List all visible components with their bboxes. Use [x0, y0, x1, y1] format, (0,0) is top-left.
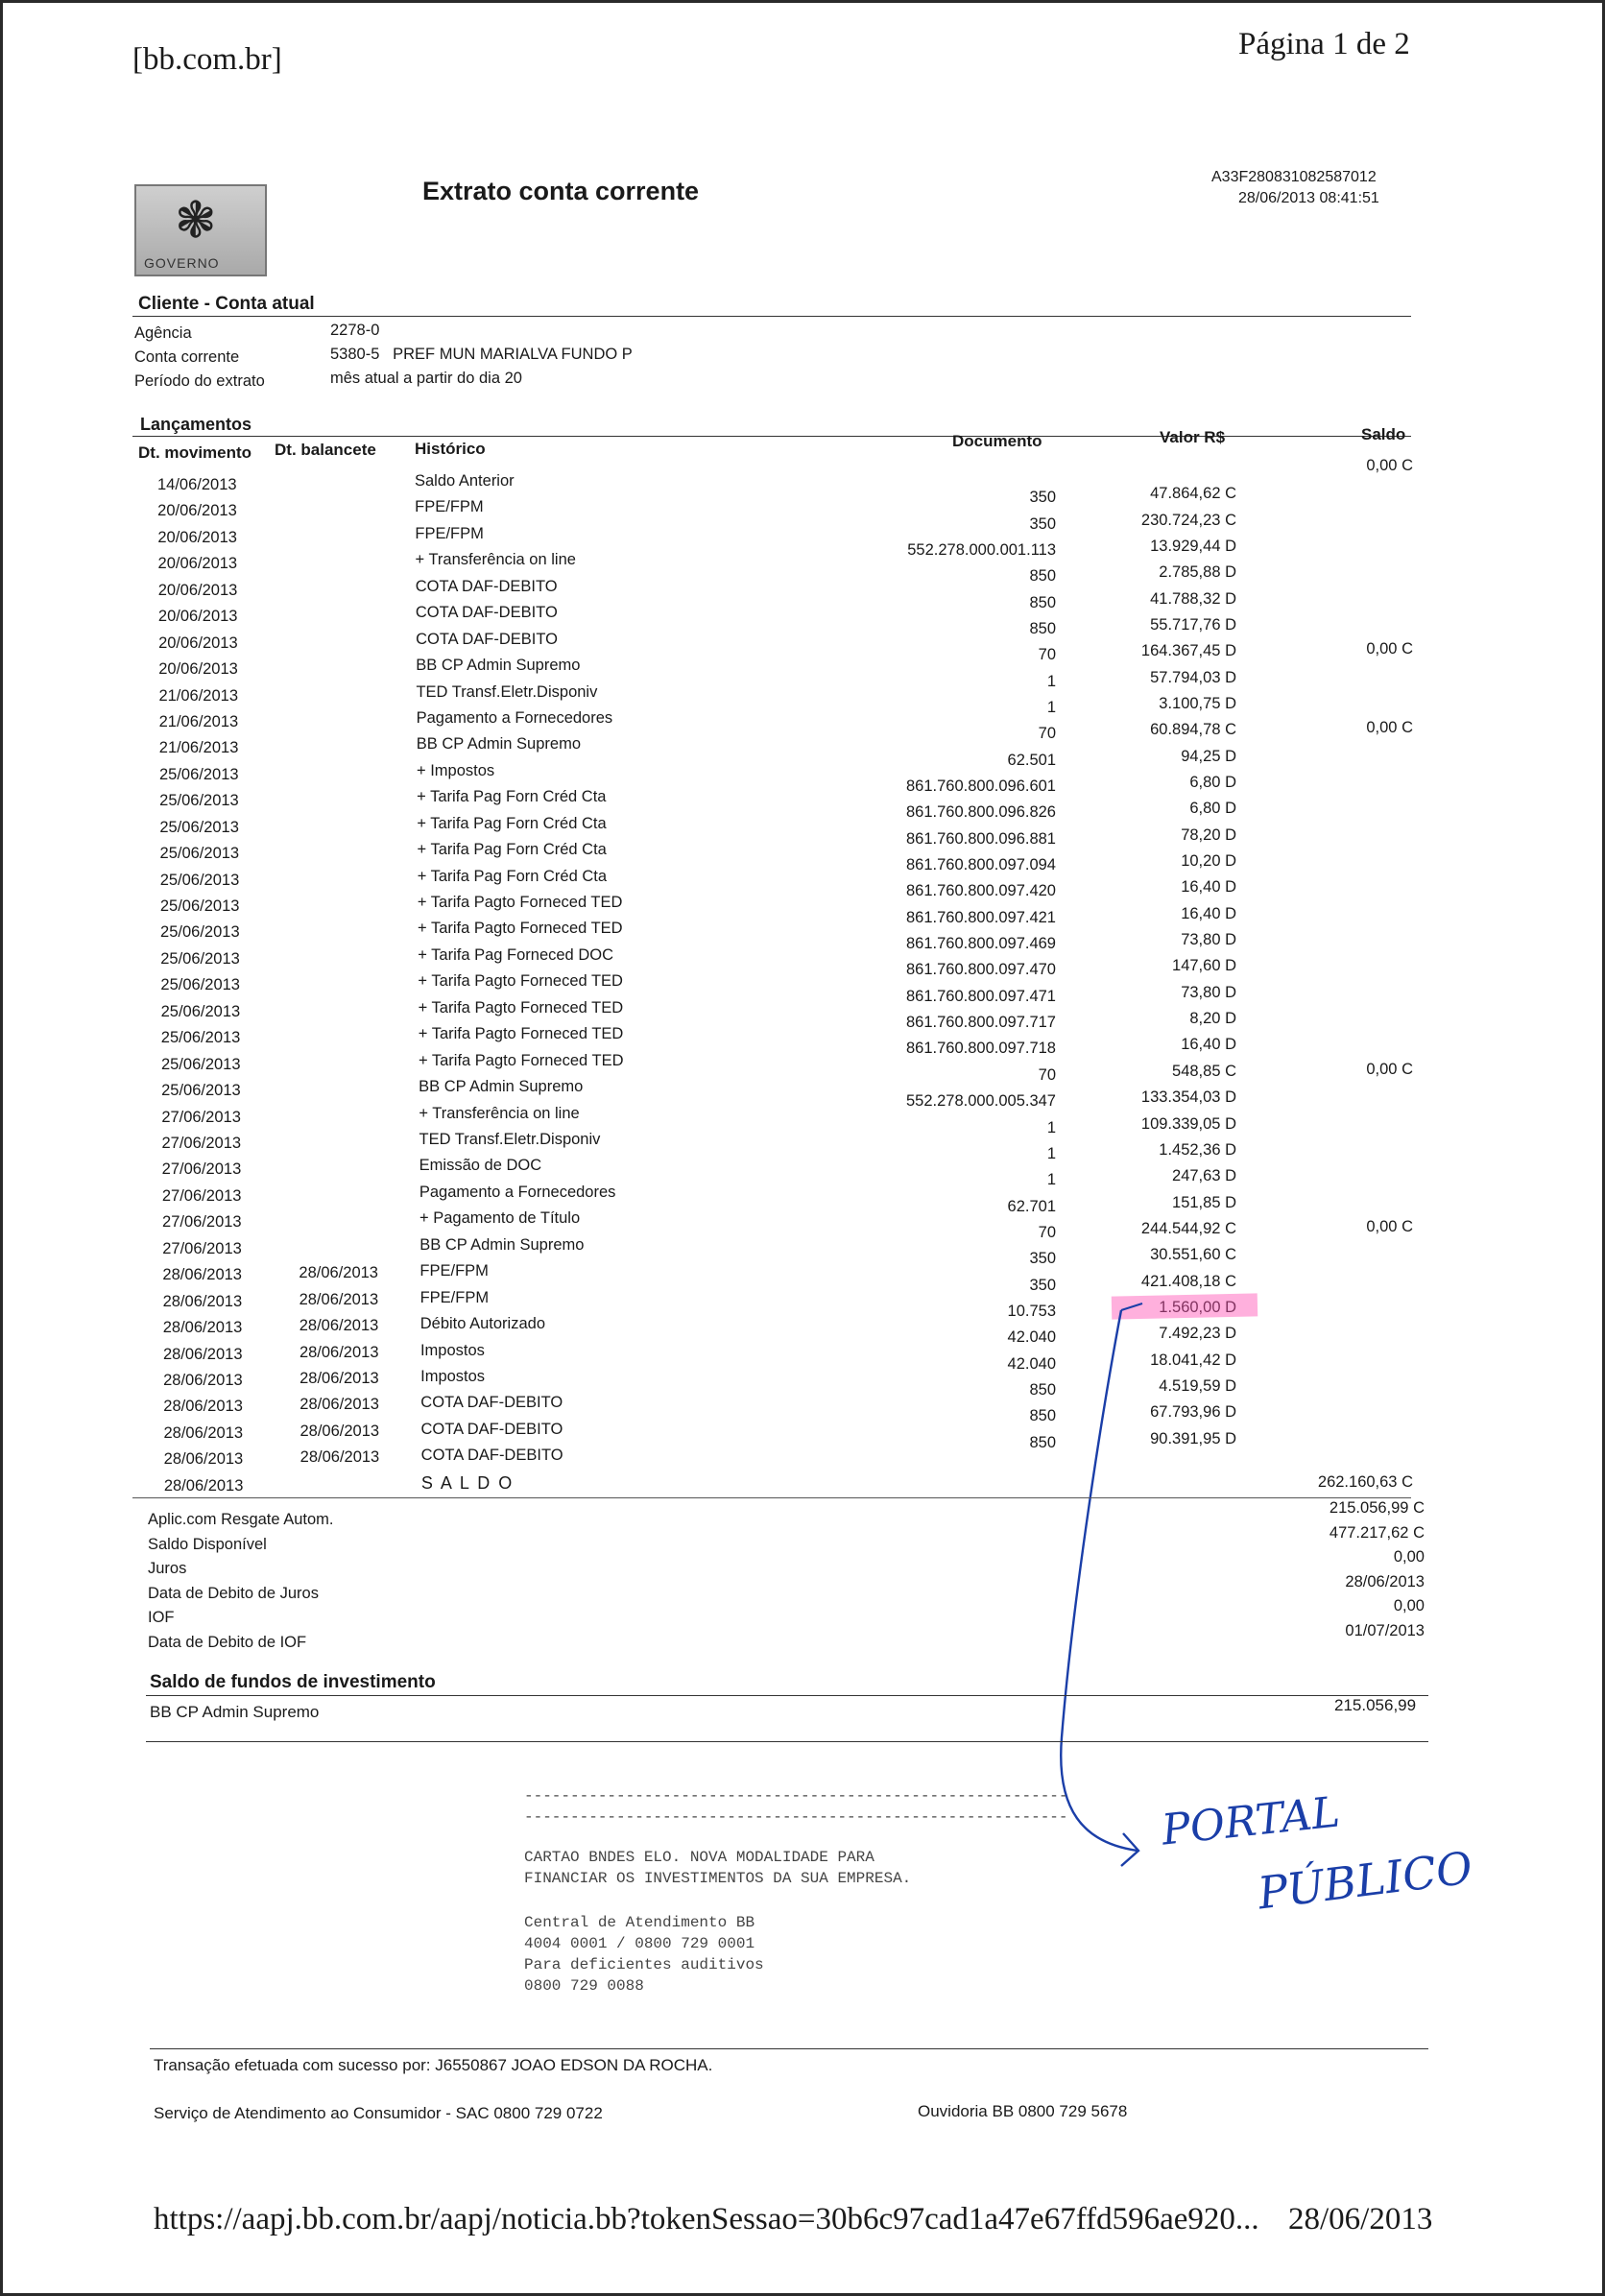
row-historico: + Tarifa Pag Forn Créd Cta: [417, 814, 607, 832]
row-dt-movimento: 25/06/2013: [160, 1002, 241, 1020]
row-valor: 247,63 D: [1172, 1167, 1236, 1185]
row-documento: 552.278.000.005.347: [906, 1092, 1056, 1111]
row-historico: Impostos: [420, 1367, 486, 1385]
summary-value: 01/07/2013: [1345, 1622, 1425, 1639]
client-value: 5380-5 PREF MUN MARIALVA FUNDO P: [330, 346, 633, 363]
row-dt-movimento: 25/06/2013: [160, 976, 240, 994]
row-documento: 861.760.800.096.881: [906, 829, 1056, 848]
row-valor: 421.408,18 C: [1140, 1272, 1236, 1290]
header-saldo: Saldo: [1361, 425, 1406, 443]
row-dt-movimento: 28/06/2013: [163, 1476, 244, 1495]
row-dt-movimento: 28/06/2013: [162, 1345, 243, 1363]
row-documento: 42.040: [1007, 1328, 1056, 1347]
handwritten-note-line1: PORTAL: [1159, 1787, 1343, 1855]
row-valor: 67.793,96 D: [1150, 1403, 1236, 1422]
row-historico: COTA DAF-DEBITO: [415, 577, 558, 595]
row-valor: 18.041,42 D: [1150, 1351, 1236, 1369]
promo-line: CARTAO BNDES ELO. NOVA MODALIDADE PARA: [524, 1849, 874, 1866]
sac-contact: Serviço de Atendimento ao Consumidor - SAC 0800 729 0722: [154, 2104, 603, 2122]
row-documento: 861.760.800.097.471: [906, 987, 1056, 1005]
row-documento: 1: [1046, 1171, 1056, 1189]
row-documento: 850: [1029, 567, 1056, 586]
row-dt-movimento: 27/06/2013: [161, 1160, 242, 1179]
row-documento: 350: [1029, 514, 1056, 533]
row-dt-balancete: 28/06/2013: [299, 1396, 379, 1414]
row-saldo: 0,00 C: [1366, 1060, 1413, 1078]
row-dt-movimento: 27/06/2013: [161, 1186, 242, 1205]
summary-label: Data de Debito de Juros: [148, 1584, 319, 1602]
row-historico: BB CP Admin Supremo: [416, 657, 581, 675]
row-dt-balancete: 28/06/2013: [299, 1290, 379, 1308]
divider: [146, 1695, 1428, 1696]
summary-value: 215.056,99 C: [1329, 1499, 1425, 1517]
row-valor: 109.339,05 D: [1140, 1114, 1236, 1133]
row-documento: 62.501: [1007, 751, 1056, 769]
row-documento: 861.760.800.097.094: [906, 856, 1056, 874]
row-documento: 1: [1046, 1118, 1056, 1136]
row-valor: 133.354,03 D: [1140, 1088, 1236, 1107]
summary-value: 477.217,62 C: [1329, 1523, 1425, 1542]
row-historico: + Transferência on line: [419, 1104, 580, 1122]
page-title: Extrato conta corrente: [422, 177, 700, 205]
row-documento: 350: [1029, 1276, 1056, 1294]
summary-value: 0,00: [1393, 1597, 1425, 1615]
row-valor: 6,80 D: [1189, 800, 1236, 818]
divider: [150, 2048, 1428, 2049]
row-dt-movimento: 27/06/2013: [162, 1213, 242, 1232]
row-valor: 1.452,36 D: [1159, 1140, 1236, 1159]
row-historico: + Tarifa Pagto Forneced TED: [418, 972, 623, 991]
row-valor: 73,80 D: [1181, 931, 1236, 949]
row-dt-balancete: 28/06/2013: [299, 1264, 378, 1282]
client-label: Agência: [134, 324, 192, 342]
row-dt-movimento: 21/06/2013: [158, 712, 239, 730]
row-historico: + Tarifa Pagto Forneced TED: [418, 920, 623, 938]
row-valor: 7.492,23 D: [1159, 1325, 1236, 1343]
row-dt-balancete: 28/06/2013: [299, 1343, 379, 1361]
row-valor: 6,80 D: [1189, 774, 1236, 792]
row-historico: + Tarifa Pag Forneced DOC: [418, 945, 613, 964]
row-documento: 1: [1046, 672, 1056, 690]
row-historico: + Tarifa Pag Forn Créd Cta: [417, 867, 608, 885]
ouvidoria-contact: Ouvidoria BB 0800 729 5678: [918, 2102, 1128, 2120]
row-valor: 1.560,00 D: [1159, 1298, 1236, 1316]
document-datetime: 28/06/2013 08:41:51: [1238, 190, 1379, 206]
row-dt-movimento: 20/06/2013: [158, 634, 238, 652]
row-documento: 70: [1038, 725, 1056, 743]
row-saldo: 0,00 C: [1366, 1217, 1413, 1235]
row-valor: 164.367,45 D: [1140, 642, 1236, 660]
client-label: Conta corrente: [134, 348, 240, 366]
row-documento: 861.760.800.097.469: [906, 935, 1056, 953]
row-documento: 42.040: [1007, 1354, 1056, 1373]
row-dt-movimento: 25/06/2013: [159, 818, 239, 836]
row-dt-movimento: 25/06/2013: [159, 792, 239, 810]
row-documento: 70: [1038, 1223, 1056, 1241]
row-historico: + Tarifa Pag Forn Créd Cta: [417, 841, 607, 859]
handwritten-arrow: [1046, 1286, 1296, 1881]
governo-logo: [134, 184, 267, 276]
row-dt-movimento: 28/06/2013: [163, 1423, 244, 1442]
row-valor: 16,40 D: [1181, 878, 1236, 897]
header-valor: Valor R$: [1160, 428, 1226, 446]
row-documento: 70: [1038, 1065, 1056, 1084]
row-dt-movimento: 20/06/2013: [157, 502, 237, 520]
header-dt-balancete: Dt. balancete: [275, 441, 376, 459]
summary-label: Data de Debito de IOF: [148, 1634, 307, 1651]
row-valor: 244.544,92 C: [1140, 1219, 1236, 1237]
row-historico: TED Transf.Eletr.Disponiv: [419, 1131, 601, 1148]
row-valor: 3.100,75 D: [1159, 695, 1236, 713]
row-historico: COTA DAF-DEBITO: [420, 1420, 563, 1438]
row-documento: 861.760.800.097.420: [906, 882, 1056, 900]
row-documento: 350: [1029, 489, 1056, 507]
promo-line: Para deficientes auditivos: [524, 1956, 764, 1973]
row-dt-movimento: 25/06/2013: [158, 765, 239, 783]
row-valor: 73,80 D: [1181, 983, 1236, 1001]
document-id: A33F280831082587012: [1211, 169, 1377, 185]
row-documento: 850: [1029, 1380, 1056, 1399]
summary-label: Juros: [148, 1560, 187, 1578]
client-label: Período do extrato: [134, 372, 265, 390]
header-dt-movimento: Dt. movimento: [138, 443, 252, 462]
print-site-label: [bb.com.br]: [132, 42, 282, 77]
row-historico: + Pagamento de Título: [419, 1209, 581, 1228]
row-valor: 78,20 D: [1181, 825, 1236, 844]
row-historico: FPE/FPM: [415, 524, 484, 542]
row-documento: 861.760.800.097.421: [906, 908, 1056, 926]
row-dt-movimento: 20/06/2013: [157, 555, 238, 573]
row-dt-movimento: 20/06/2013: [157, 581, 238, 599]
row-historico: Emissão de DOC: [419, 1157, 542, 1175]
row-historico: Impostos: [419, 1341, 485, 1359]
divider: [132, 1497, 1411, 1498]
row-documento: 70: [1038, 646, 1056, 664]
row-valor: 30.551,60 C: [1150, 1246, 1236, 1264]
row-documento: 850: [1029, 1433, 1056, 1451]
row-historico: Débito Autorizado: [419, 1315, 546, 1333]
client-section-title: Cliente - Conta atual: [138, 294, 315, 314]
row-valor: 90.391,95 D: [1150, 1429, 1236, 1447]
transaction-confirmation: Transação efetuada com sucesso por: J6550867 JOAO EDSON DA ROCHA.: [154, 2056, 713, 2074]
row-saldo: 262.160,63 C: [1317, 1473, 1413, 1492]
row-valor: 10,20 D: [1181, 852, 1236, 871]
row-dt-movimento: 25/06/2013: [160, 1055, 241, 1073]
row-historico: BB CP Admin Supremo: [419, 1235, 585, 1254]
row-saldo: 0,00 C: [1366, 640, 1413, 658]
row-historico: BB CP Admin Supremo: [419, 1078, 584, 1096]
row-valor: 230.724,23 C: [1140, 511, 1236, 529]
row-historico: + Tarifa Pagto Forneced TED: [418, 1051, 624, 1069]
row-historico: + Transferência on line: [415, 551, 576, 569]
row-dt-movimento: 28/06/2013: [162, 1319, 243, 1337]
promo-dashes-top: -----------------------------------------------------------: [524, 1787, 1068, 1805]
row-valor: 548,85 C: [1172, 1062, 1236, 1080]
bb-logo-icon: ❃: [175, 193, 217, 249]
row-historico: Pagamento a Fornecedores: [419, 1183, 616, 1201]
row-dt-movimento: 20/06/2013: [157, 608, 238, 626]
header-documento: Documento: [952, 432, 1042, 450]
row-dt-movimento: 28/06/2013: [163, 1398, 243, 1416]
row-historico: Saldo Anterior: [415, 472, 515, 490]
row-documento: 850: [1029, 620, 1056, 638]
row-dt-movimento: 25/06/2013: [160, 923, 240, 942]
promo-dashes-bottom: -----------------------------------------------------------: [524, 1808, 1068, 1826]
row-valor: 2.785,88 D: [1159, 563, 1236, 582]
row-dt-movimento: 27/06/2013: [161, 1135, 242, 1152]
row-historico: COTA DAF-DEBITO: [415, 604, 558, 622]
row-documento: 861.760.800.097.718: [906, 1040, 1056, 1058]
row-historico: TED Transf.Eletr.Disponiv: [416, 682, 598, 701]
row-historico: S A L D O: [420, 1472, 515, 1493]
summary-label: Saldo Disponível: [148, 1535, 267, 1553]
row-historico: FPE/FPM: [419, 1288, 490, 1306]
handwritten-note-line2: PÚBLICO: [1255, 1841, 1475, 1920]
row-dt-movimento: 28/06/2013: [163, 1371, 243, 1389]
row-documento: 850: [1029, 1407, 1056, 1425]
row-valor: 151,85 D: [1172, 1193, 1236, 1211]
row-historico: + Impostos: [416, 761, 495, 779]
row-historico: FPE/FPM: [419, 1262, 489, 1280]
row-saldo: 0,00 C: [1366, 719, 1413, 737]
row-historico: COTA DAF-DEBITO: [420, 1394, 563, 1412]
row-documento: 10.753: [1007, 1302, 1056, 1320]
promo-line: Central de Atendimento BB: [524, 1914, 755, 1931]
lancamentos-title: Lançamentos: [140, 415, 252, 434]
funds-section-title: Saldo de fundos de investimento: [150, 1672, 436, 1692]
row-valor: 16,40 D: [1181, 904, 1236, 922]
divider: [146, 1741, 1428, 1742]
row-historico: + Tarifa Pagto Forneced TED: [417, 894, 623, 912]
row-documento: 861.760.800.097.717: [906, 1014, 1056, 1032]
promo-line: 4004 0001 / 0800 729 0001: [524, 1935, 755, 1952]
row-dt-movimento: 25/06/2013: [159, 845, 240, 863]
row-dt-movimento: 28/06/2013: [162, 1266, 242, 1284]
row-documento: 1: [1046, 1144, 1056, 1162]
row-historico: + Tarifa Pagto Forneced TED: [418, 998, 624, 1016]
row-historico: + Tarifa Pagto Forneced TED: [418, 1025, 624, 1043]
row-dt-movimento: 27/06/2013: [162, 1239, 242, 1257]
row-dt-movimento: 28/06/2013: [163, 1450, 244, 1469]
row-dt-movimento: 25/06/2013: [159, 871, 240, 889]
row-valor: 57.794,03 D: [1150, 668, 1236, 686]
row-valor: 94,25 D: [1181, 747, 1236, 765]
row-valor: 41.788,32 D: [1150, 589, 1236, 608]
row-valor: 55.717,76 D: [1150, 616, 1236, 634]
row-valor: 47.864,62 C: [1150, 485, 1236, 503]
row-historico: COTA DAF-DEBITO: [420, 1447, 563, 1465]
row-dt-movimento: 20/06/2013: [158, 660, 238, 679]
row-dt-movimento: 25/06/2013: [161, 1082, 241, 1100]
summary-label: IOF: [148, 1609, 175, 1627]
row-valor: 147,60 D: [1172, 957, 1236, 975]
row-historico: COTA DAF-DEBITO: [416, 630, 558, 648]
row-documento: 552.278.000.001.113: [907, 541, 1056, 560]
row-dt-movimento: 21/06/2013: [158, 739, 239, 757]
row-dt-movimento: 14/06/2013: [157, 476, 237, 493]
row-dt-movimento: 21/06/2013: [158, 686, 239, 705]
row-documento: 850: [1029, 593, 1056, 611]
row-valor: 4.519,59 D: [1159, 1376, 1236, 1395]
row-dt-balancete: 28/06/2013: [299, 1369, 379, 1387]
row-saldo: 0,00 C: [1366, 457, 1413, 474]
print-page-number: Página 1 de 2: [1238, 27, 1410, 61]
print-date: 28/06/2013: [1288, 2202, 1433, 2236]
row-valor: 60.894,78 C: [1150, 721, 1236, 739]
divider: [132, 316, 1411, 317]
fund-value: 215.056,99: [1334, 1696, 1417, 1714]
row-dt-movimento: 20/06/2013: [157, 528, 237, 546]
row-documento: 1: [1046, 699, 1056, 717]
row-valor: 16,40 D: [1181, 1036, 1236, 1054]
row-historico: + Tarifa Pag Forn Créd Cta: [417, 788, 607, 806]
row-dt-movimento: 25/06/2013: [160, 949, 240, 968]
row-dt-balancete: 28/06/2013: [299, 1317, 379, 1335]
row-documento: 62.701: [1007, 1197, 1056, 1215]
promo-line: FINANCIAR OS INVESTIMENTOS DA SUA EMPRESA.: [524, 1870, 912, 1887]
print-url: https://aapj.bb.com.br/aapj/noticia.bb?tokenSessao=30b6c97cad1a47e67ffd596ae920...: [154, 2202, 1259, 2236]
row-historico: BB CP Admin Supremo: [416, 735, 581, 753]
row-dt-movimento: 25/06/2013: [160, 1029, 241, 1047]
row-documento: 350: [1029, 1250, 1056, 1268]
header-historico: Histórico: [415, 440, 486, 458]
row-documento: 861.760.800.097.470: [906, 961, 1056, 979]
logo-text: GOVERNO: [144, 255, 220, 271]
row-dt-balancete: 28/06/2013: [299, 1422, 380, 1440]
row-valor: 8,20 D: [1189, 1010, 1236, 1028]
promo-line: 0800 729 0088: [524, 1977, 644, 1995]
row-valor: 13.929,44 D: [1150, 538, 1236, 556]
row-historico: Pagamento a Fornecedores: [416, 708, 613, 727]
fund-name: BB CP Admin Supremo: [150, 1703, 320, 1721]
summary-value: 28/06/2013: [1345, 1572, 1425, 1590]
summary-value: 0,00: [1393, 1548, 1425, 1567]
row-dt-movimento: 28/06/2013: [162, 1292, 243, 1310]
row-dt-balancete: 28/06/2013: [299, 1448, 380, 1467]
row-historico: FPE/FPM: [415, 498, 484, 516]
client-value: 2278-0: [330, 322, 380, 339]
client-value: mês atual a partir do dia 20: [330, 370, 522, 387]
summary-label: Aplic.com Resgate Autom.: [148, 1511, 334, 1528]
row-dt-movimento: 27/06/2013: [161, 1108, 241, 1126]
row-documento: 861.760.800.096.601: [906, 777, 1056, 796]
row-documento: 861.760.800.096.826: [906, 803, 1056, 822]
row-dt-movimento: 25/06/2013: [159, 897, 240, 916]
